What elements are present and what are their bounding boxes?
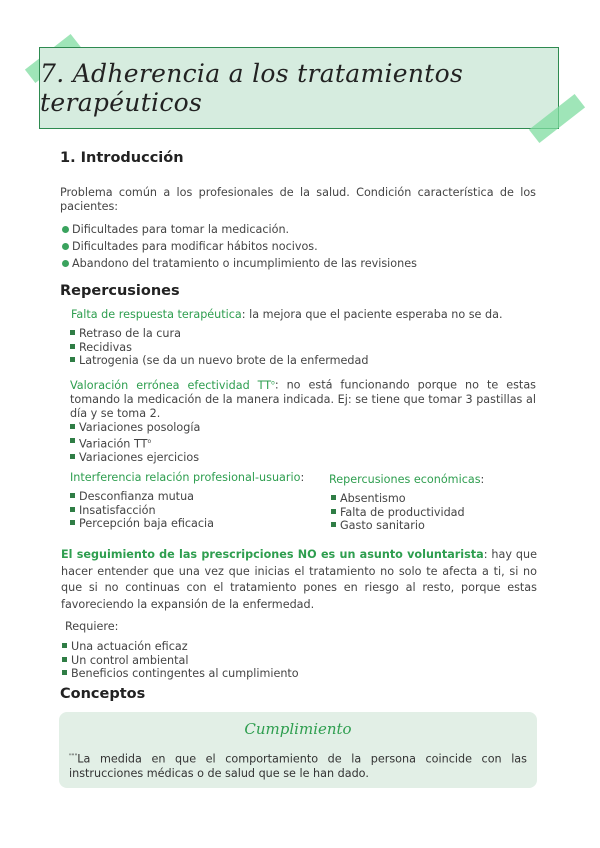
falta-respuesta-text: : la mejora que el paciente esperaba no se da.: [241, 308, 503, 321]
falta-respuesta-line: [71, 308, 537, 322]
requiere-list: [60, 640, 520, 681]
seguimiento-bold: El seguimiento de las prescripciones NO es un asunto voluntarista: [61, 548, 484, 561]
page-title: 7. Adherencia a los tratamientos terapéuticos: [40, 59, 464, 117]
list-item: Beneficios contingentes al cumplimiento: [60, 667, 520, 681]
list-item: Percepción baja eficacia: [68, 517, 308, 531]
interferencia-label: Interferencia relación profesional-usuario: [70, 471, 301, 484]
intro-list: [61, 221, 541, 272]
intro-heading: 1. Introducción: [60, 150, 184, 166]
list-item: Variación $TT^o$: [68, 435, 528, 451]
list-item: Falta de productividad: [329, 506, 539, 520]
interferencia-list: [68, 490, 308, 531]
list-item: Una actuación eficaz: [60, 640, 520, 654]
interferencia-line: Interferencia relación profesional-usuario:: [70, 471, 305, 484]
economicas-label: Repercusiones económicas: [329, 473, 481, 486]
falta-respuesta-list: [68, 327, 528, 368]
conceptos-heading: Conceptos: [60, 686, 146, 702]
list-item: Dificultades para tomar la medicación.: [61, 221, 541, 238]
list-item: Variaciones posología: [68, 421, 528, 435]
falta-respuesta-label: Falta de respuesta terapéutica: [71, 308, 242, 321]
valoracion-list: [68, 421, 528, 464]
concept-card: [59, 712, 537, 788]
list-item: Variaciones ejercicios: [68, 451, 528, 465]
list-item: Desconfianza mutua: [68, 490, 308, 504]
requiere-label: Requiere:: [65, 620, 119, 633]
seguimiento-paragraph: [61, 547, 537, 613]
quote-mark: """: [69, 753, 78, 760]
repercusiones-heading: Repercusiones: [60, 283, 180, 299]
title-banner: [39, 47, 559, 129]
list-item: Un control ambiental: [60, 654, 520, 668]
list-item: Absentismo: [329, 492, 539, 506]
valoracion-line: [70, 376, 536, 421]
economicas-line: Repercusiones económicas:: [329, 473, 485, 486]
list-item: Abandono del tratamiento o incumplimiento de las revisiones: [61, 255, 541, 272]
list-item: Gasto sanitario: [329, 519, 539, 533]
list-item: Insatisfacción: [68, 504, 308, 518]
list-item: Latrogenia (se da un nuevo brote de la enfermedad: [68, 354, 528, 368]
concept-title: Cumplimiento: [244, 720, 352, 738]
list-item: Recidivas: [68, 341, 528, 355]
intro-paragraph: Problema común a los profesionales de la salud. Condición característica de los pacientes:: [60, 186, 536, 213]
valoracion-label: Valoración errónea efectividad $TT^o$: [70, 378, 275, 392]
list-item: Dificultades para modificar hábitos nocivos.: [61, 238, 541, 255]
seguimiento-text: : hay que hacer entender que una vez que inicias el tratamiento no solo te afecta a ti, si no que si no continuas con el tratamiento pones en riesgo al resto, porque estas favoreciendo la expansión de la enfermedad.: [61, 548, 538, 611]
economicas-list: [329, 492, 539, 533]
concept-definition: """La medida en que el comportamiento de la persona coincide con las instrucciones médicas o de salud que se le han dado.: [69, 752, 527, 780]
valoracion-text: : no está funcionando porque no te estas tomando la medicación de la manera indicada. Ej: se tiene que tomar 3 pastillas al día y se toma 2.: [70, 378, 536, 420]
list-item: Retraso de la cura: [68, 327, 528, 341]
